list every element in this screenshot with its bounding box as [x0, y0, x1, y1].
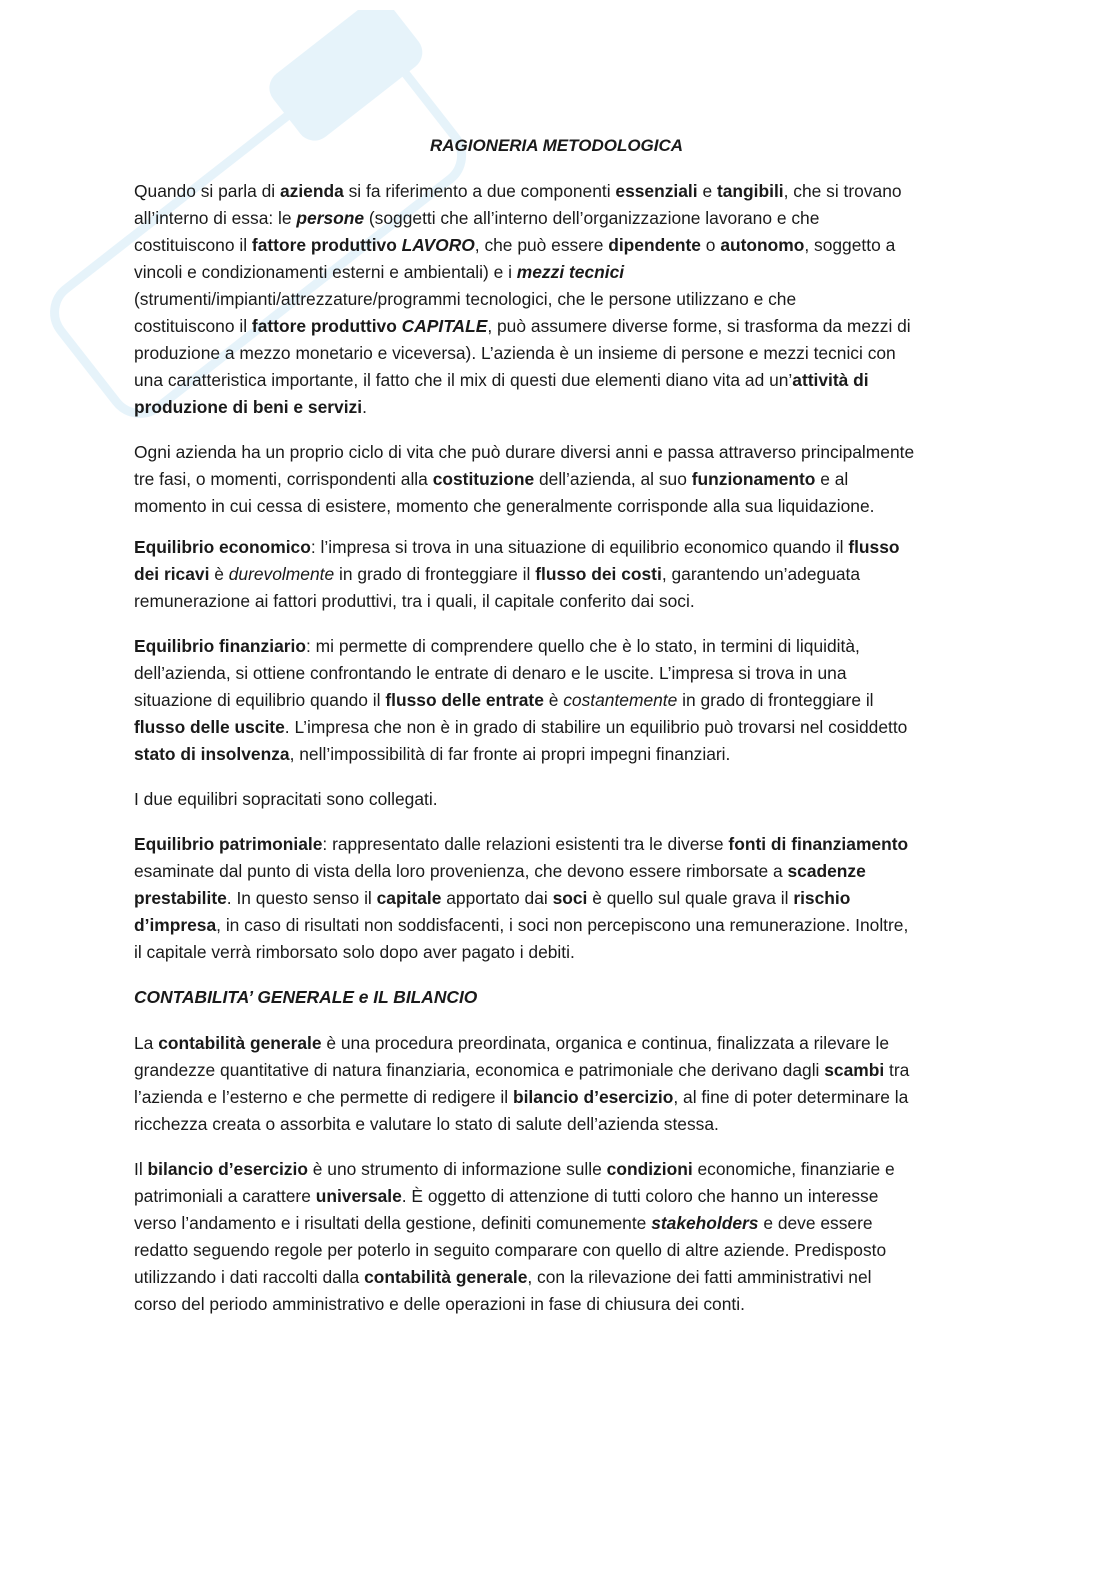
paragraph-contabilita-generale: La contabilità generale è una procedura preordinata, organica e continua, finalizzata a rilevare le grandezze quantitative di natura finanziaria, economica e patrimoniale che derivano dagli scambi tra l’azienda e l’esterno e che permette di redigere il bilancio d’esercizio, al fine di poter determinare la ricchezza creata o assorbita e valutare lo stato di salute dell’azienda stessa.: [134, 1033, 910, 1134]
paragraph-ciclo-di-vita: Ogni azienda ha un proprio ciclo di vita che può durare diversi anni e passa attraverso principalmente tre fasi, o momenti, corrispondenti alla costituzione dell’azienda, al suo funzionamento e al momento in cui cessa di esistere, momento che generalmente corrisponde alla sua liquidazione.: [134, 442, 915, 516]
paragraph-equilibrio-finanziario: Equilibrio finanziario: mi permette di comprendere quello che è lo stato, in termini di liquidità, dell’azienda, si ottiene confrontando le entrate di denaro e le uscite. L’impresa si trova in una situazione di equilibrio quando il flusso delle entrate è costantemente in grado di fronteggiare il flusso delle uscite. L’impresa che non è in grado di stabilire un equilibrio può trovarsi nel cosiddetto stato di insolvenza, nell’impossibilità di far fronte ai propri impegni finanziari.: [134, 636, 908, 764]
paragraph-bilancio-esercizio: Il bilancio d’esercizio è uno strumento di informazione sulle condizioni economiche, finanziarie e patrimoniali a carattere universale. È oggetto di attenzione di tutti coloro che hanno un interesse verso l’andamento e i risultati della gestione, definiti comunemente stakeholders e deve essere redatto seguendo regole per poterlo in seguito comparare con quello di altre aziende. Predisposto utilizzando i dati raccolti dalla contabilità generale, con la rilevazione dei fatti amministrativi nel corso del periodo amministrativo e delle operazioni in fase di chiusura dei conti.: [134, 1159, 895, 1314]
paragraph-equilibri-collegati: I due equilibri sopracitati sono collegati.: [134, 789, 438, 809]
document-page: [134, 132, 979, 1332]
paragraph-equilibrio-economico: Equilibrio economico: l’impresa si trova in una situazione di equilibrio economico quando il flusso dei ricavi è durevolmente in grado di fronteggiare il flusso dei costi, garantendo un’adeguata remunerazione ai fattori produttivi, tra i quali, il capitale conferito dai soci.: [134, 537, 900, 611]
paragraph-azienda: Quando si parla di azienda si fa riferimento a due componenti essenziali e tangibili, che si trovano all’interno di essa: le persone (soggetti che all’interno dell’organizzazione lavorano e che costituiscono il fattore produttivo LAVORO, che può essere dipendente o autonomo, soggetto a vincoli e condizionamenti esterni e ambientali) e i mezzi tecnici (strumenti/impianti/attrezzature/programmi tecnologici, che le persone utilizzano e che costituiscono il fattore produttivo CAPITALE, può assumere diverse forme, si trasforma da mezzi di produzione a mezzo monetario e viceversa). L’azienda è un insieme di persone e mezzi tecnici con una caratteristica importante, il fatto che il mix di questi due elementi diano vita ad un’attività di produzione di beni e servizi.: [134, 181, 911, 417]
document-title: RAGIONERIA METODOLOGICA: [429, 136, 684, 155]
paragraph-equilibrio-patrimoniale: Equilibrio patrimoniale: rappresentato dalle relazioni esistenti tra le diverse fonti di finanziamento esaminate dal punto di vista della loro provenienza, che devono essere rimborsate a scadenze prestabilite. In questo senso il capitale apportato dai soci è quello sul quale grava il rischio d’impresa, in caso di risultati non soddisfacenti, i soci non percepiscono una remunerazione. Inoltre, il capitale verrà rimborsato solo dopo aver pagato i debiti.: [134, 834, 909, 962]
section-title-contabilita: CONTABILITA’ GENERALE e IL BILANCIO: [134, 987, 478, 1007]
